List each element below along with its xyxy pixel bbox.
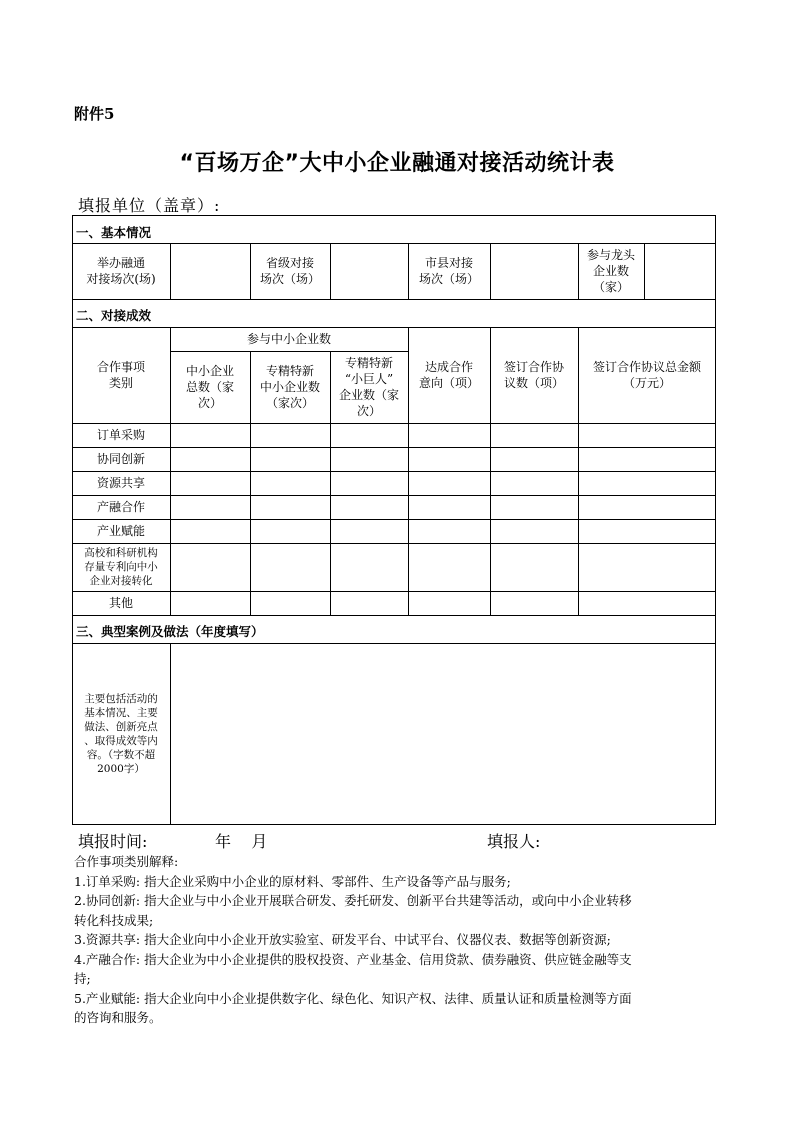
notes-line: 4.产融合作: 指大企业为中小企业提供的股权投资、产业基金、信用贷款、债券融资、供应链金融等支	[74, 951, 632, 967]
notes-line: 1.订单采购: 指大企业采购中小企业的原材料、零部件、生产设备等产品与服务;	[74, 873, 511, 889]
table-rule	[170, 243, 171, 299]
col-header-little-giant: 专精特新 “小巨人” 企业数（家 次）	[338, 356, 399, 418]
unit-label: 填报单位（盖章）:	[78, 196, 221, 215]
label-provincial-sessions: 省级对接 场次（场）	[259, 256, 320, 286]
col-header-amount: 签订合作协议总金额 （万元）	[592, 360, 701, 390]
label-total-sessions: 举办融通 对接场次(场)	[86, 256, 156, 286]
year-month-label: 年 月	[215, 832, 268, 851]
group-header-sme: 参与中小企业数	[246, 332, 331, 346]
col-header-intent: 达成合作 意向（项）	[418, 360, 479, 390]
row-label-procurement: 订单采购	[96, 428, 145, 442]
notes-line: 2.协同创新: 指大企业与中小企业开展联合研发、委托研发、创新平台共建等活动，或向中小企业转移	[74, 893, 632, 908]
col-header-agreements: 签订合作协 议数（项）	[503, 360, 564, 390]
col-header-category: 合作事项 类别	[96, 360, 145, 390]
reporter-label: 填报人:	[487, 832, 541, 851]
row-label-resource-sharing: 资源共享	[96, 476, 145, 490]
notes-line: 持;	[74, 971, 91, 986]
table-rule	[72, 615, 716, 616]
table-rule	[490, 243, 491, 299]
row-label-other: 其他	[108, 596, 133, 610]
notes-line: 的咨询和服务。	[74, 1010, 162, 1025]
table-rule	[72, 299, 716, 300]
case-description-note: 主要包括活动的 基本情况、主要 做法、创新亮点 、取得成效等内 容。（字数不超 2000字）	[84, 693, 158, 775]
label-leading-enterprises: 参与龙头 企业数 （家）	[586, 248, 635, 294]
notes-line: 转化科技成果;	[74, 912, 154, 928]
section-heading-results: 二、对接成效	[76, 308, 152, 323]
page-title: “百场万企”大中小企业融通对接活动统计表	[179, 151, 615, 176]
fill-time-label: 填报时间:	[78, 832, 148, 851]
table-rule	[330, 243, 331, 299]
category-notes	[74, 852, 722, 1028]
table-rule	[644, 243, 645, 299]
label-city-sessions: 市县对接 场次（场）	[418, 256, 479, 286]
row-label-industry-finance: 产融合作	[96, 500, 145, 514]
row-label-empowerment: 产业赋能	[96, 524, 145, 538]
col-header-specialized-sme: 专精特新 中小企业数 （家次）	[259, 364, 320, 410]
notes-line: 合作事项类别解释:	[74, 854, 179, 869]
notes-line: 3.资源共享: 指大企业向中小企业开放实验室、研发平台、中试平台、仪器仪表、数据等创新资源;	[74, 932, 611, 947]
table-rule	[170, 643, 171, 825]
section-heading-cases: 三、典型案例及做法（年度填写）	[76, 624, 264, 639]
row-label-innovation: 协同创新	[96, 452, 145, 466]
notes-line: 5.产业赋能: 指大企业向中小企业提供数字化、绿色化、知识产权、法律、质量认证和质量检测等方面	[74, 990, 632, 1006]
col-header-sme-total: 中小企业 总数（家 次）	[185, 364, 234, 410]
attachment-label: 附件5	[74, 105, 115, 123]
row-label-patent-transfer: 高校和科研机构 存量专利向中小 企业对接转化	[84, 547, 158, 587]
section-heading-basic: 一、基本情况	[76, 225, 152, 240]
